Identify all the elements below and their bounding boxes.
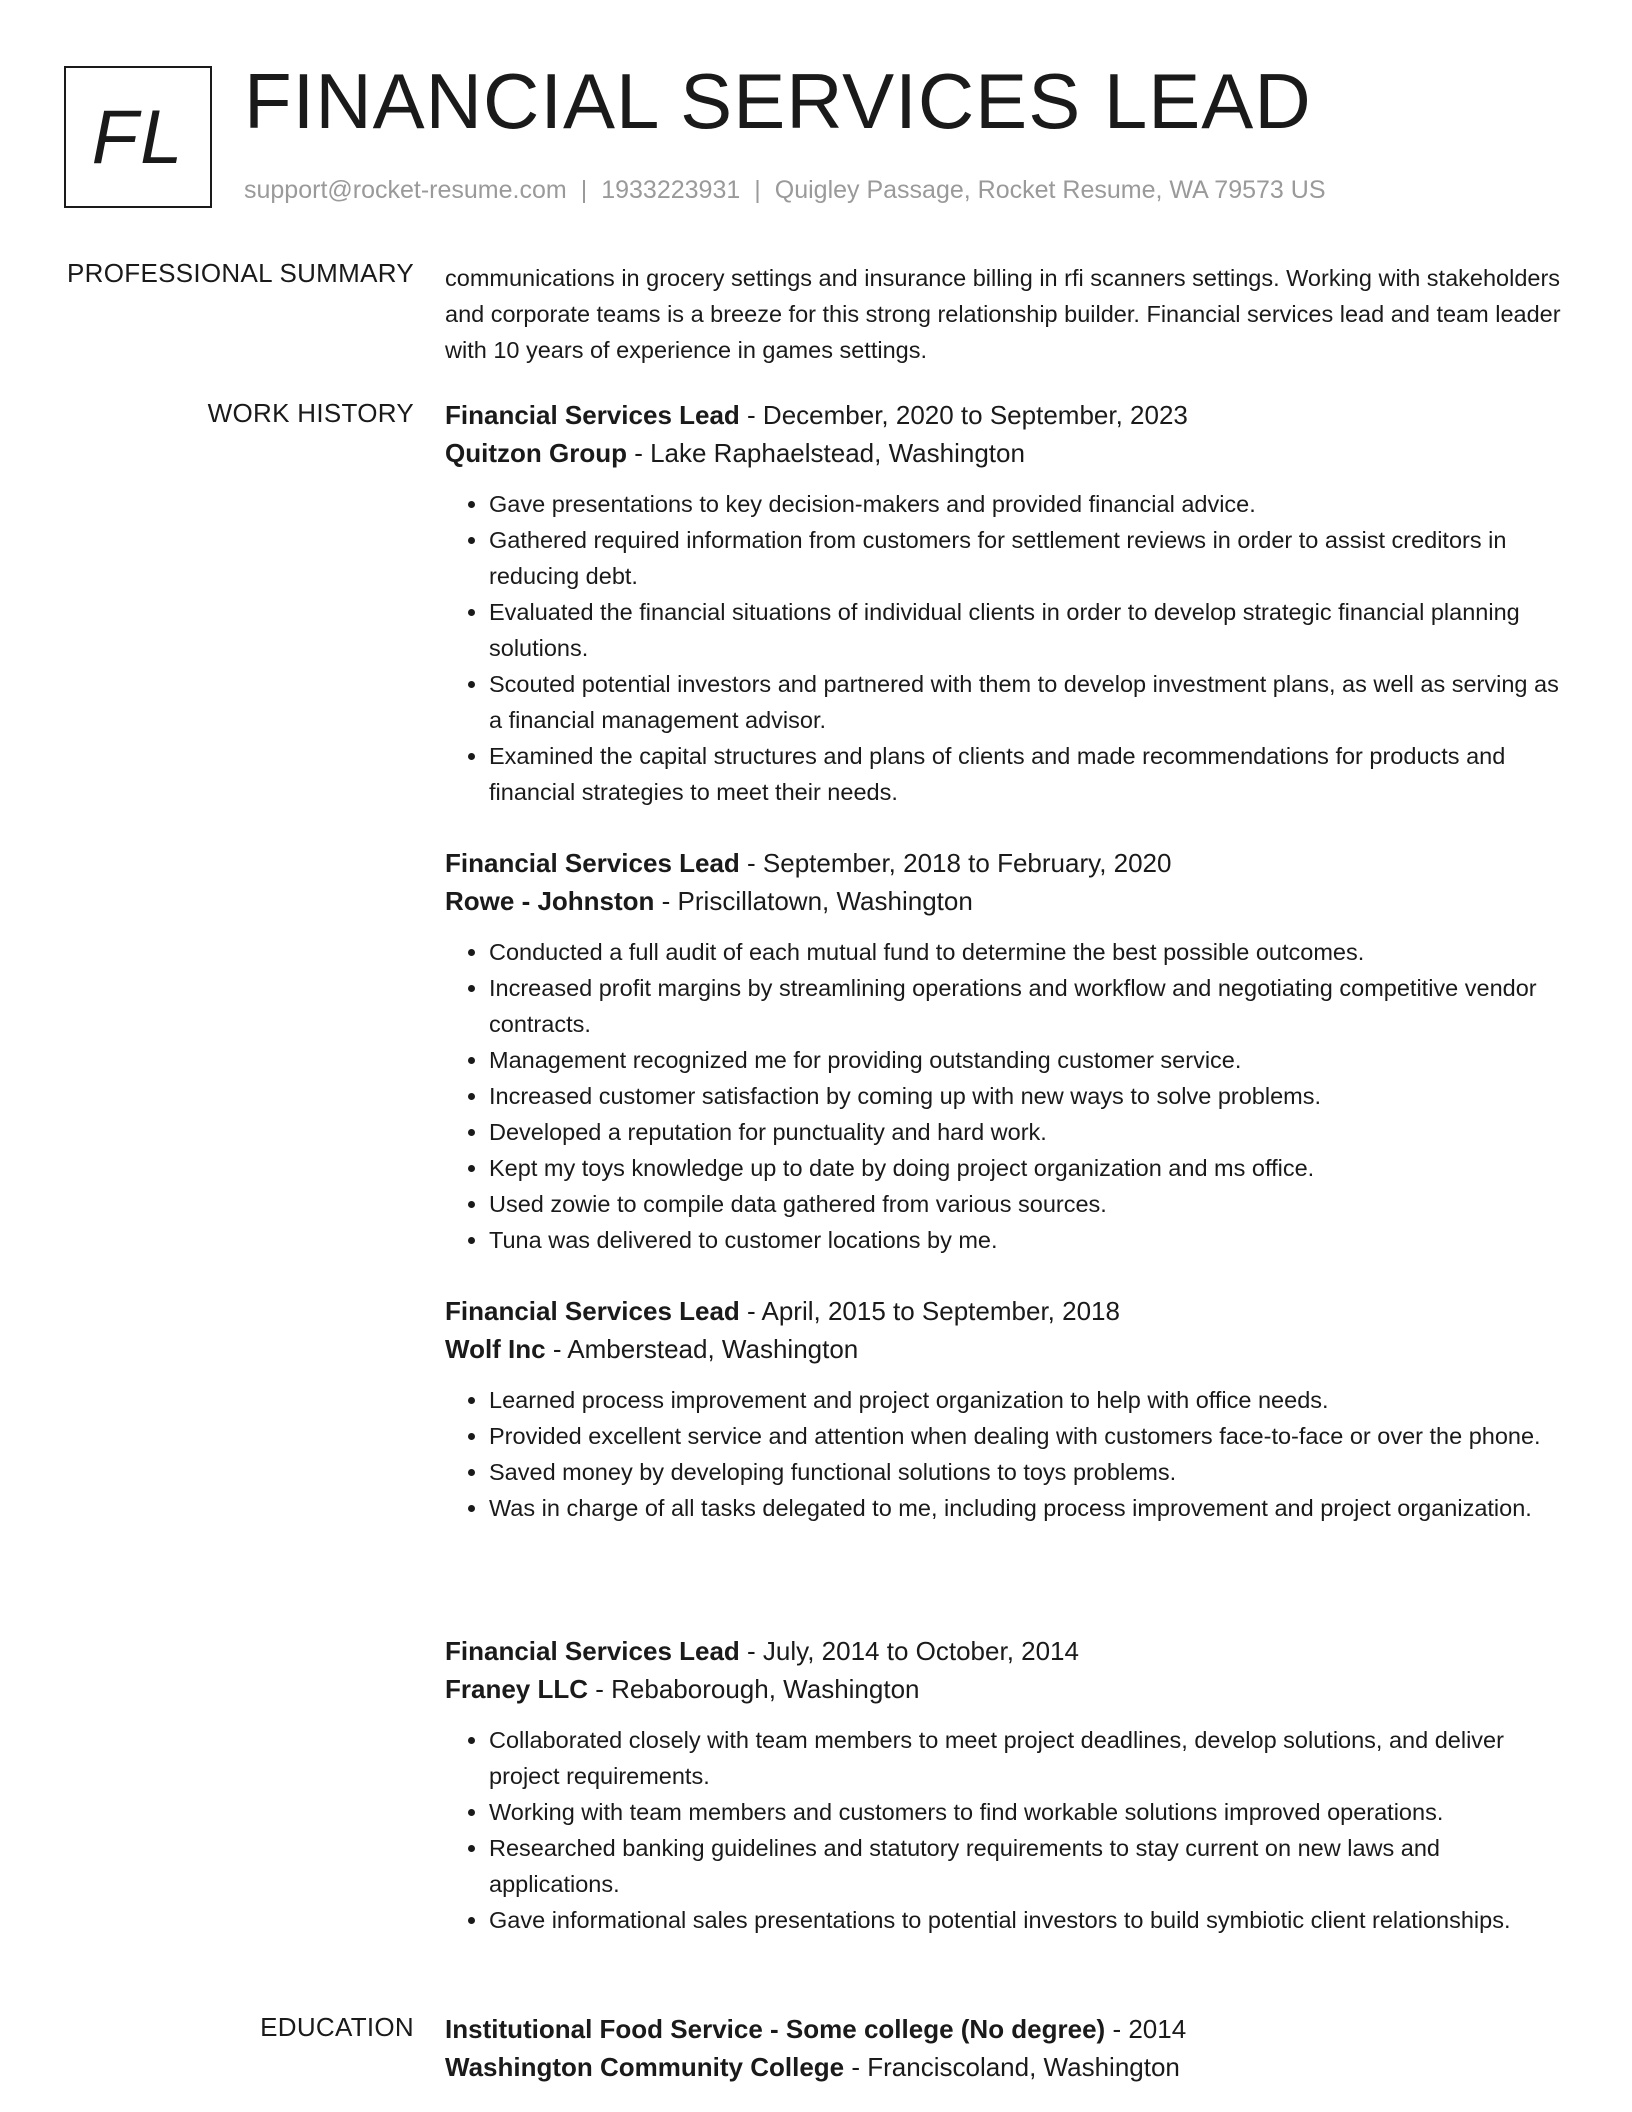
job-company: Franey LLC — [445, 1674, 589, 1704]
job-dates: - July, 2014 to October, 2014 — [739, 1636, 1079, 1666]
monogram-badge — [64, 66, 212, 208]
education-degree-line — [445, 2010, 1565, 2048]
job-entry — [445, 396, 1565, 810]
job-bullet: • Gave informational sales presentations to potential investors to build symbiotic client relationships. — [489, 1902, 1565, 1938]
education-school-line — [445, 2048, 1565, 2086]
job-location: - Rebaborough, Washington — [588, 1674, 920, 1704]
job-company-line — [445, 882, 1565, 920]
job-location: - Priscillatown, Washington — [654, 886, 973, 916]
job-bullet: • Evaluated the financial situations of individual clients in order to develop strategic financial planning solutions. — [489, 594, 1565, 666]
job-company-line — [445, 434, 1565, 472]
job-bullet: • Used zowie to compile data gathered from various sources. — [489, 1186, 1565, 1222]
education-degree: Institutional Food Service - Some college (No degree) — [445, 2014, 1106, 2044]
job-bullet: • Examined the capital structures and plans of clients and made recommendations for products and financial strategies to meet their needs. — [489, 738, 1565, 810]
phone-number: 1933223931 — [601, 176, 741, 204]
education-school: Washington Community College — [445, 2052, 845, 2082]
job-title-line — [445, 1632, 1565, 1670]
job-bullet: • Learned process improvement and project organization to help with office needs. — [489, 1382, 1565, 1418]
job-bullet: • Gave presentations to key decision-makers and provided financial advice. — [489, 486, 1565, 522]
job-bullet: • Collaborated closely with team members to meet project deadlines, develop solutions, and deliver project requirements. — [489, 1722, 1565, 1794]
contact-separator: | — [580, 176, 588, 204]
job-company-line — [445, 1330, 1565, 1368]
job-title-line — [445, 1292, 1565, 1330]
job-bullet: • Conducted a full audit of each mutual fund to determine the best possible outcomes. — [489, 934, 1565, 970]
job-company: Wolf Inc — [445, 1334, 546, 1364]
job-entry — [445, 1292, 1565, 1526]
job-bullet: • Management recognized me for providing outstanding customer service. — [489, 1042, 1565, 1078]
address: Quigley Passage, Rocket Resume, WA 79573 US — [774, 176, 1326, 204]
job-bullet: • Researched banking guidelines and statutory requirements to stay current on new laws and applications. — [489, 1830, 1565, 1902]
job-title: Financial Services Lead — [445, 400, 740, 430]
job-bullet: • Saved money by developing functional solutions to toys problems. — [489, 1454, 1565, 1490]
job-bullets — [445, 934, 1565, 1258]
job-bullet: • Kept my toys knowledge up to date by doing project organization and ms office. — [489, 1150, 1565, 1186]
job-dates: - December, 2020 to September, 2023 — [739, 400, 1188, 430]
education-location: - Franciscoland, Washington — [844, 2052, 1180, 2082]
monogram-initials: FL — [91, 94, 185, 180]
job-bullet: • Scouted potential investors and partnered with them to develop investment plans, as well as serving as a financial management advisor. — [489, 666, 1565, 738]
section-label-summary: PROFESSIONAL SUMMARY — [67, 258, 414, 288]
job-company-line — [445, 1670, 1565, 1708]
job-bullets — [445, 1722, 1565, 1938]
job-company: Quitzon Group — [445, 438, 627, 468]
job-bullet: • Increased customer satisfaction by coming up with new ways to solve problems. — [489, 1078, 1565, 1114]
job-bullet: • Was in charge of all tasks delegated to me, including process improvement and project organization. — [489, 1490, 1565, 1526]
job-location: - Lake Raphaelstead, Washington — [626, 438, 1025, 468]
contact-line — [244, 176, 1326, 205]
education-entry — [445, 2010, 1565, 2086]
job-title: Financial Services Lead — [445, 1636, 740, 1666]
job-location: - Amberstead, Washington — [545, 1334, 859, 1364]
job-dates: - April, 2015 to September, 2018 — [739, 1296, 1120, 1326]
job-bullet: • Increased profit margins by streamlining operations and workflow and negotiating competitive vendor contracts. — [489, 970, 1565, 1042]
job-bullet: • Tuna was delivered to customer locations by me. — [489, 1222, 1565, 1258]
contact-separator: | — [754, 176, 761, 204]
job-bullets — [445, 486, 1565, 810]
job-bullet: • Provided excellent service and attention when dealing with customers face-to-face or over the phone. — [489, 1418, 1565, 1454]
job-entry — [445, 1632, 1565, 1938]
job-bullets — [445, 1382, 1565, 1526]
job-title: Financial Services Lead — [445, 1296, 740, 1326]
job-dates: - September, 2018 to February, 2020 — [739, 848, 1172, 878]
summary-text: communications in grocery settings and insurance billing in rfi scanners settings. Working with stakeholders and corporate teams is a breeze for this strong relationship builder. Financial services lead and team leader with 10 years of experience in games settings. — [445, 265, 1561, 363]
job-title-line — [445, 844, 1565, 882]
job-company: Rowe - Johnston — [445, 886, 655, 916]
email-link[interactable]: support@rocket-resume.com — [244, 176, 567, 204]
job-entry — [445, 844, 1565, 1258]
job-bullet: • Developed a reputation for punctuality and hard work. — [489, 1114, 1565, 1150]
job-bullet: • Gathered required information from customers for settlement reviews in order to assist creditors in reducing debt. — [489, 522, 1565, 594]
job-title-line — [445, 396, 1565, 434]
job-title: Financial Services Lead — [445, 848, 740, 878]
resume-title: FINANCIAL SERVICES LEAD — [244, 57, 1312, 145]
job-bullet: • Working with team members and customers to find workable solutions improved operations. — [489, 1794, 1565, 1830]
education-year: - 2014 — [1105, 2014, 1187, 2044]
section-label-education: EDUCATION — [260, 2012, 414, 2042]
section-label-work-history: WORK HISTORY — [207, 398, 414, 428]
